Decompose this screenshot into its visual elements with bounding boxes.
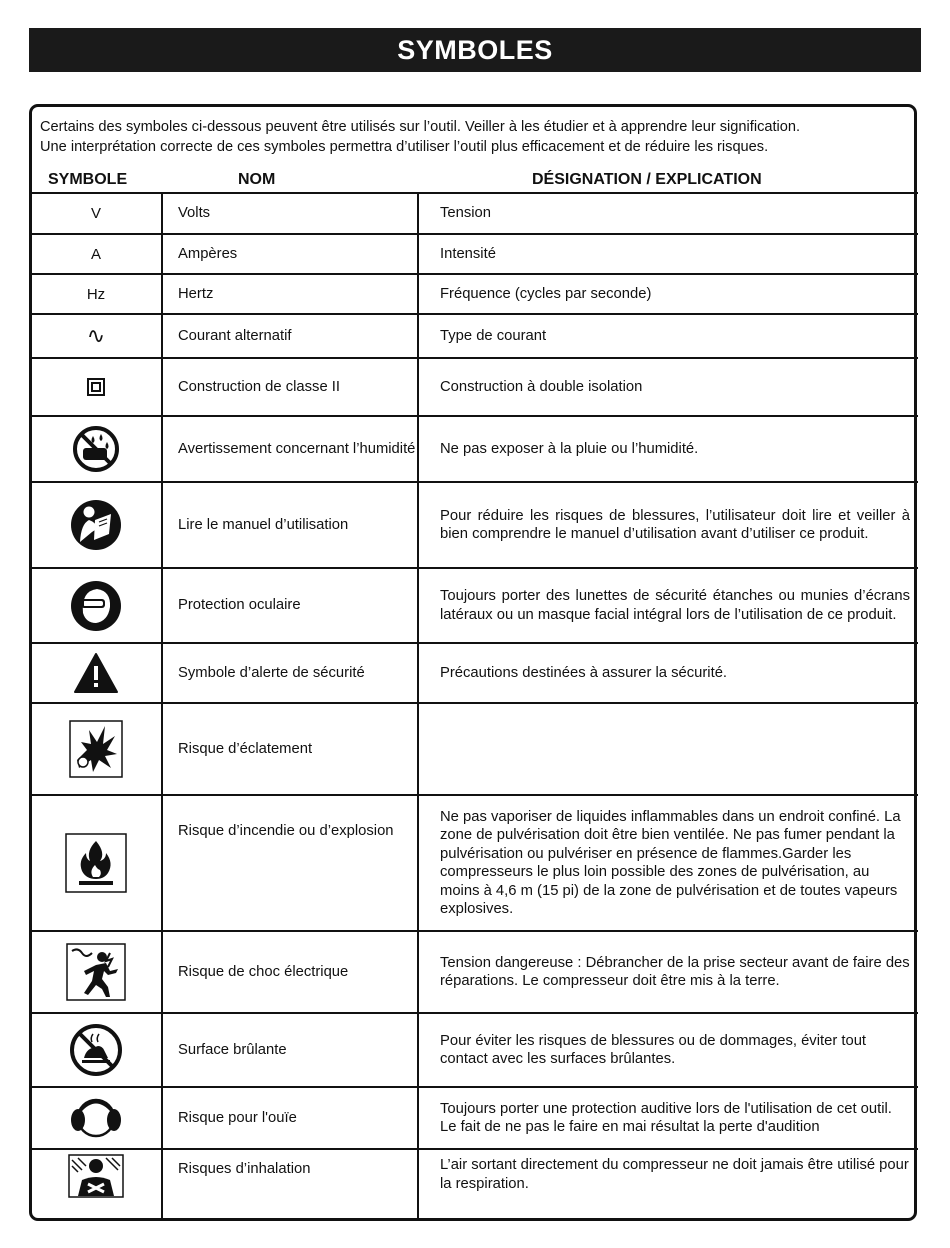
row-name: Lire le manuel d’utilisation xyxy=(178,516,349,533)
read-manual-icon xyxy=(69,498,123,552)
burst-icon xyxy=(69,720,123,778)
row-explanation: Type de courant xyxy=(440,327,547,344)
row-explanation: Pour éviter les risques de blessures ou de dommages, éviter tout contact avec les surfaces brûlantes. xyxy=(440,1032,867,1067)
table-row xyxy=(32,192,918,233)
row-name: Courant alternatif xyxy=(178,327,292,344)
no-water-icon xyxy=(71,424,121,474)
table-row xyxy=(32,415,918,481)
row-name: Surface brûlante xyxy=(178,1041,287,1058)
table-row xyxy=(32,233,918,273)
inhalation-icon xyxy=(68,1154,124,1198)
table-row xyxy=(32,1148,918,1218)
row-explanation: Toujours porter une protection auditive lors de l'utilisation de cet outil. Le fait de ne pas le faire en mai résultat la perte d'audition xyxy=(440,1100,892,1135)
table-row xyxy=(32,273,918,313)
symbol-text-v: V xyxy=(90,205,101,222)
row-name: Avertissement concernant l’humidité xyxy=(178,440,416,457)
hearing-protection-icon xyxy=(68,1093,124,1143)
eye-protection-icon xyxy=(69,579,123,633)
row-name: Construction de classe II xyxy=(178,378,341,395)
table-row xyxy=(32,930,918,1012)
row-name: Risque d’éclatement xyxy=(178,740,313,757)
row-explanation: Construction à double isolation xyxy=(440,378,643,395)
row-name: Risque d’incendie ou d’explosion xyxy=(178,823,394,839)
table-row xyxy=(32,357,918,415)
row-name: Risques d’inhalation xyxy=(178,1161,311,1177)
table-row xyxy=(32,1086,918,1148)
row-name: Symbole d’alerte de sécurité xyxy=(178,664,365,681)
row-explanation: Tension xyxy=(440,205,492,222)
row-name: Risque de choc électrique xyxy=(178,963,349,980)
column-header-symbol: SYMBOLE xyxy=(48,171,128,188)
table-row xyxy=(32,567,918,642)
intro-line-1: Certains des symboles ci-dessous peuvent être utilisés sur l’outil. Veiller à les étudier et à apprendre leur signification. xyxy=(40,119,801,135)
symbol-text-a: A xyxy=(90,245,101,263)
double-square-icon xyxy=(86,377,106,397)
column-header-explanation: DÉSIGNATION / EXPLICATION xyxy=(532,171,762,188)
row-name: Hertz xyxy=(178,285,214,302)
row-name: Volts xyxy=(178,205,211,221)
fire-icon xyxy=(65,833,127,893)
table-row xyxy=(32,1012,918,1086)
row-explanation: Intensité xyxy=(440,245,496,262)
row-explanation: L’air sortant directement du compresseur ne doit jamais être utilisé pour la respiration. xyxy=(440,1157,909,1192)
row-name: Ampères xyxy=(178,245,238,262)
table-row xyxy=(32,702,918,794)
row-explanation: Ne pas vaporiser de liquides inflammables dans un endroit confiné. La zone de pulvérisation doit être bien ventilée. Ne pas fumer pendant la pulvérisation ou pulvériser en présence de flammes.Garder les compresseurs le plus loin possible des zones de pulvérisation, au moins à 4,6 m (15 pi) de la zone de pulvérisation et de toutes vapeurs explosives. xyxy=(440,808,901,917)
symbol-text-hz: Hz xyxy=(86,285,106,303)
alternating-current-icon: ∿ xyxy=(86,323,106,348)
row-name: Risque pour l'ouïe xyxy=(178,1109,297,1126)
row-explanation: Tension dangereuse : Débrancher de la prise secteur avant de faire des réparations. Le compresseur doit être mis à la terre. xyxy=(440,954,910,989)
table-row xyxy=(32,481,918,567)
table-row xyxy=(32,794,918,930)
intro-line-2: Une interprétation correcte de ces symboles permettra d’utiliser l’outil plus efficacement et de réduire les risques. xyxy=(40,138,769,155)
row-explanation: Pour réduire les risques de blessures, l’utilisateur doit lire et veiller à bien comprendre le manuel d’utilisation avant d’utiliser ce produit. xyxy=(440,507,910,542)
hot-surface-icon xyxy=(68,1022,124,1078)
column-header-name: NOM xyxy=(238,171,276,188)
electric-shock-icon xyxy=(66,943,126,1001)
row-explanation: Ne pas exposer à la pluie ou l’humidité. xyxy=(440,440,699,457)
intro-text xyxy=(40,118,920,157)
row-explanation: Fréquence (cycles par seconde) xyxy=(440,285,652,302)
row-name: Protection oculaire xyxy=(178,597,301,613)
table-row xyxy=(32,313,918,357)
page-title: SYMBOLES xyxy=(29,28,921,72)
safety-alert-icon xyxy=(73,652,119,694)
table-row xyxy=(32,642,918,702)
row-explanation: Précautions destinées à assurer la sécurité. xyxy=(440,664,728,681)
row-explanation: Toujours porter des lunettes de sécurité étanches ou munies d’écrans latéraux ou un masque facial intégral lors de l’utilisation de ce produit. xyxy=(440,588,910,623)
